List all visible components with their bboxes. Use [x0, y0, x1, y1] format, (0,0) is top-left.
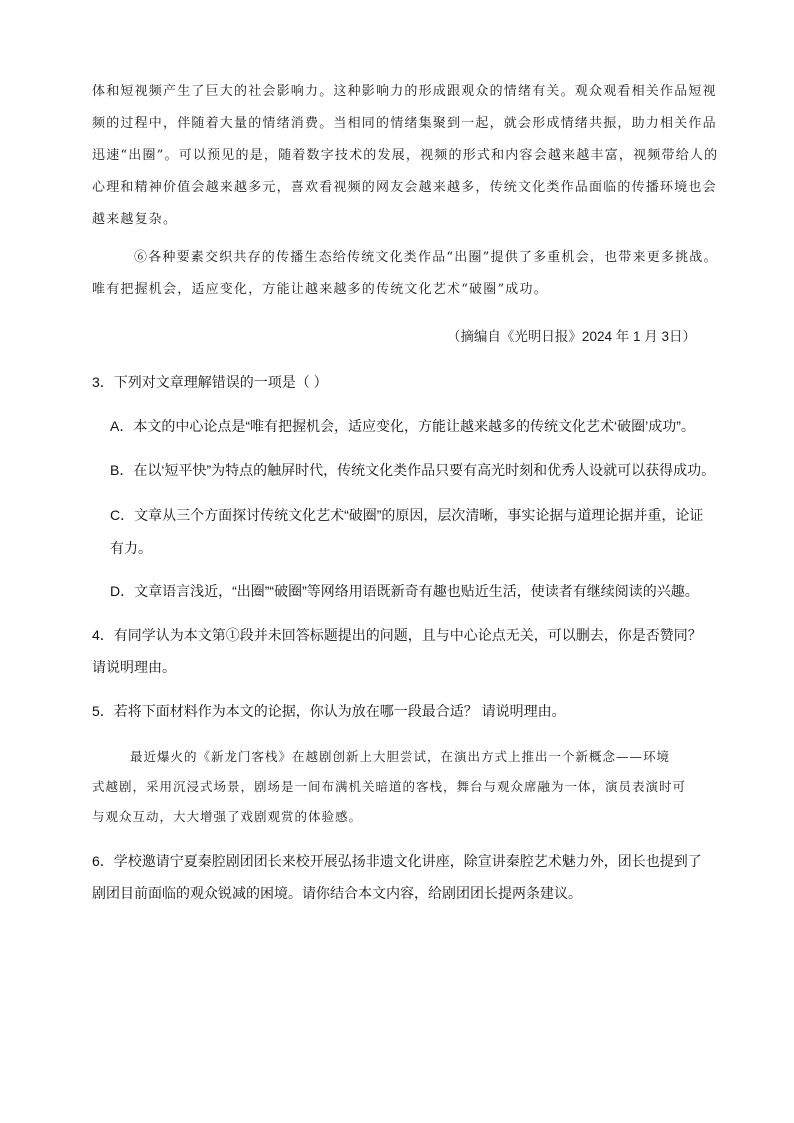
passage-line: 越来越复杂。 [92, 212, 178, 227]
passage-source: （摘编自《光明日报》2024 年 1 月 3日） [446, 329, 696, 344]
material-line: 与观众互动，大大增强了戏剧观赏的体验感。 [92, 809, 363, 824]
material-line: 式越剧，采用沉浸式场景，剧场是一间布满机关暗道的客栈，舞台与观众席融为一体，演员表演时可 [92, 779, 687, 794]
question-3-stem: 3．下列对文章理解错误的一项是（ ） [92, 374, 328, 390]
question-6-line-1: 6．学校邀请宁夏秦腔剧团团长来校开展弘扬非遗文化讲座，除宣讲秦腔艺术魅力外，团长也提到了 [92, 853, 702, 869]
question-3-option-c-continued: 有力。 [110, 540, 152, 556]
question-5-stem: 5．若将下面材料作为本文的论据，你认为放在哪一段最合适？ 请说明理由。 [92, 703, 566, 719]
passage-line: 心理和精神价值会越来越多元，喜欢看视频的网友会越来越多，传统文化类作品面临的传播环境也会 [92, 180, 717, 195]
passage-line: 体和短视频产生了巨大的社会影响力。这种影响力的形成跟观众的情绪有关。观众观看相关作品短视 [92, 84, 717, 99]
question-4-line-2: 请说明理由。 [92, 659, 176, 675]
paragraph-6-line: 唯有把握机会，适应变化，方能让越来越多的传统文化艺术“破圈”成功。 [92, 282, 548, 297]
question-3-option-a: A．本文的中心论点是“唯有把握机会，适应变化，方能让越来越多的传统文化艺术‘破圈’成功”。 [110, 418, 695, 434]
question-5-material [92, 742, 712, 832]
question-3-option-d: D．文章语言浅近，“出圈”“破圈”等网络用语既新奇有趣也贴近生活，使读者有继续阅读的兴趣。 [110, 583, 699, 599]
reading-passage [92, 76, 719, 306]
question-3-option-c: C．文章从三个方面探讨传统文化艺术“破圈”的原因，层次清晰，事实论据与道理论据并重，论证 [110, 507, 704, 523]
paragraph-6-line: ⑥各种要素交织共存的传播生态给传统文化类作品“出圈”提供了多重机会，也带来更多挑战。 [134, 250, 718, 265]
material-line: 最近爆火的《新龙门客栈》在越剧创新上大胆尝试，在演出方式上推出一个新概念——环境 [130, 749, 671, 764]
passage-line: 迅速“出圈”。可以预见的是，随着数字技术的发展，视频的形式和内容会越来越丰富，视频带给人的 [92, 148, 719, 163]
question-4-line-1: 4．有同学认为本文第①段并未回答标题提出的问题，且与中心论点无关，可以删去，你是否赞同？ [92, 627, 702, 643]
question-3-option-b: B．在以‘短平快”为特点的触屏时代，传统文化类作品只要有高光时刻和优秀人设就可以获得成功。 [110, 462, 716, 478]
passage-line: 频的过程中，伴随着大量的情绪消费。当相同的情绪集聚到一起，就会形成情绪共振，助力相关作品 [92, 116, 717, 131]
question-6-line-2: 剧团目前面临的观众锐减的困境。请你结合本文内容，给剧团团长提两条建议。 [92, 885, 582, 901]
